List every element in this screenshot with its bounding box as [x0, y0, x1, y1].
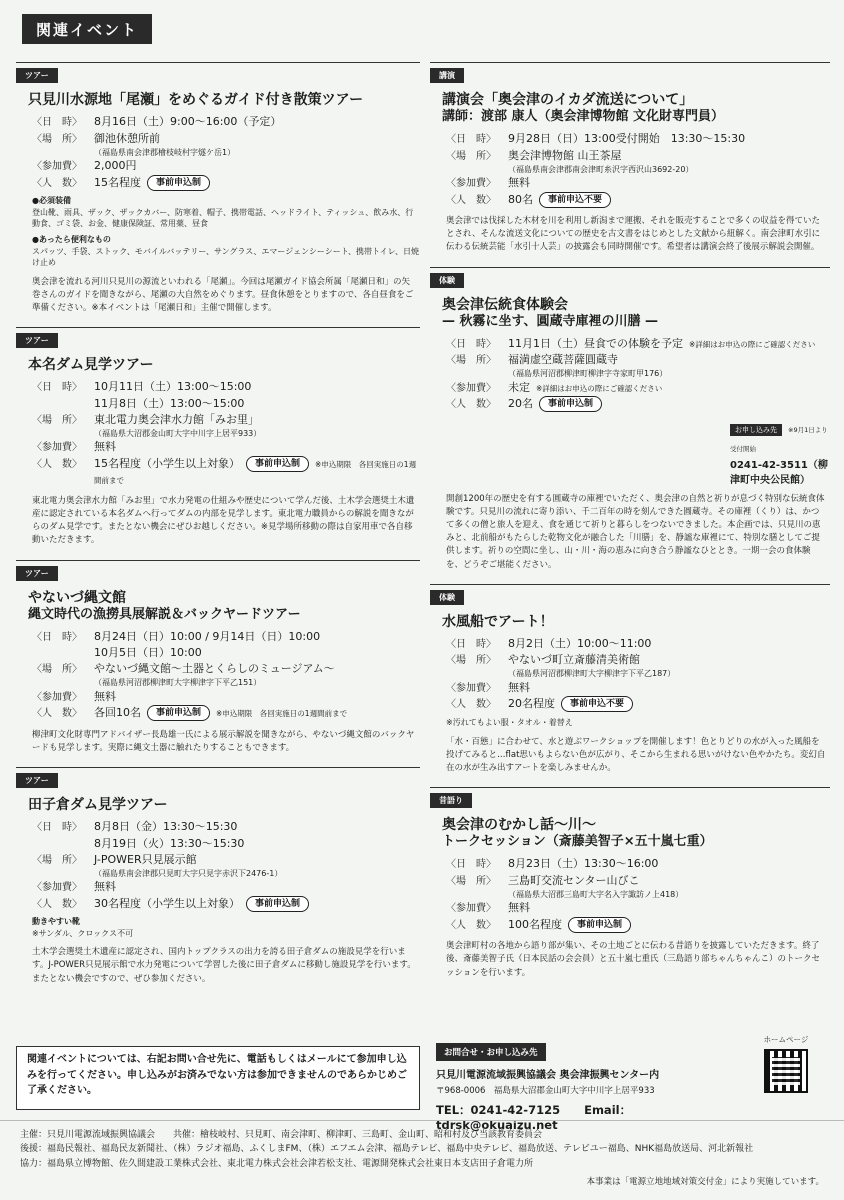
info-label: 〈日 時〉 [32, 822, 82, 834]
event-title-main: 奥会津伝統食体験会 [442, 296, 568, 313]
event-title-main: やないづ縄文館 [28, 589, 126, 606]
info-address: （福島県南会津郡南会津町糸沢字西沢山3692-20） [508, 164, 694, 174]
info-row [32, 852, 420, 880]
info-row [32, 689, 420, 706]
info-label: 〈人 数〉 [32, 898, 82, 910]
event-title [28, 796, 420, 814]
info-label: 〈参加費〉 [446, 682, 496, 694]
info-label: 〈場 所〉 [32, 854, 82, 866]
info-address: （福島県河沼郡柳津町大字柳津字下平乙151） [94, 678, 262, 688]
event-description: 奥会津を流れる河川只見川の源流といわれる「尾瀬」。今回は尾瀬ガイド協会所属「尾瀬日和」の矢巻さんのガイドを聞きながら、尾瀬の大自然をめぐります。昼食休憩をとりますので、各自昼食をご準備ください。※本イベントは「尾瀬日和」主催で開催します。 [32, 276, 414, 314]
info-row [446, 696, 830, 713]
info-address: （福島県南会津郡只見町大字只見字赤沢下2476-1） [94, 868, 283, 878]
info-label: 〈日 時〉 [32, 631, 82, 643]
event-description: 「水・百態」に合わせて、水と遊ぶワークショップを開催します！色とりどりの水が入った風船を投げてみると…flat思いもよらない色が広がり、そこから生まれる思いがけない色やかたち。変幻自在の水が生み出すアートを楽しみませんか。 [446, 736, 826, 773]
info-value: 10月5日（日）10:00 [94, 646, 202, 660]
requirement-head: ●必須装備 [32, 196, 71, 206]
info-value-wrap [94, 629, 420, 645]
info-value-wrap [94, 661, 420, 689]
info-value: 未定 [508, 380, 530, 394]
info-row [32, 131, 420, 159]
info-value: 無料 [94, 440, 116, 454]
event-tag: 体験 [430, 273, 464, 288]
registration-badge: 事前申込制 [539, 396, 602, 412]
info-value-wrap [94, 114, 420, 130]
application-label: お申し込み先 [730, 424, 782, 436]
event-tag: ツアー [16, 68, 58, 83]
info-address: （福島県大沼郡金山町大字中川字上居平933） [94, 428, 262, 438]
info-address: （福島県河沼郡柳津町柳津字寺家町甲176） [508, 369, 668, 379]
requirement-text: ※汚れてもよい服・タオル・着替え [446, 717, 573, 727]
requirement-list [32, 234, 420, 269]
event-title-main: 水風船でアート！ [442, 613, 554, 630]
footer [20, 1128, 830, 1187]
info-value-wrap [508, 652, 830, 680]
info-value: 福満虚空蔵菩薩圓蔵寺 [508, 353, 618, 367]
info-label: 〈場 所〉 [446, 875, 496, 887]
event-subtitle: 講師：渡部 康人（奥会津博物館 文化財専門員） [442, 109, 725, 125]
info-value-wrap [508, 873, 830, 901]
info-value-wrap [508, 636, 830, 652]
info-value-wrap [508, 396, 830, 412]
info-row [446, 175, 830, 192]
left-column [16, 62, 420, 998]
info-row [446, 380, 830, 397]
info-note: ※詳細はお申込の際にご確認ください [536, 383, 663, 393]
event-title-main: 田子倉ダム見学ツアー [28, 796, 168, 813]
info-value: 御池休憩所前 [94, 131, 160, 145]
event-subtitle: 縄文時代の漁撈具展解説＆バックヤードツアー [28, 606, 301, 622]
info-label: 〈場 所〉 [32, 414, 82, 426]
info-value: 9月28日（日）13:00受付開始 13:30〜15:30 [508, 132, 746, 146]
info-value: 20名程度 [508, 697, 555, 711]
event-tag: ツアー [16, 333, 58, 348]
info-value-wrap [508, 856, 830, 872]
page-title: 関連イベント [22, 14, 152, 44]
qr-code-icon[interactable] [764, 1049, 808, 1093]
info-row [32, 412, 420, 440]
info-label: 〈参加費〉 [32, 161, 82, 173]
inquiry-note: 関連イベントについては、右記お問い合せ先に、電話もしくはメールにて参加申し込みを行ってください。申し込みがお済みでない方は参加できませんのであらかじめご了承ください。 [16, 1046, 420, 1110]
event-description: 東北電力奥会津水力館「みお里」で水力発電の仕組みや歴史について学んだ後、土木学会選奨土木遺産に認定されている本名ダムへ行ってダムの内部を見学します。東北電力職員からの解説を聞きながらのダム見学です。またとない機会にぜひお越しください。※見学場所移動の際は自家用車で各自移動いただきます。 [32, 495, 415, 546]
info-row [446, 680, 830, 697]
info-value: 奥会津博物館 山王茶屋 [508, 148, 622, 162]
registration-badge: 事前申込不要 [539, 192, 611, 208]
footer-sponsors: 後援：福島民報社、福島民友新聞社、（株）ラジオ福島、ふくしまFM、（株）エフエム会津、福島テレビ、福島中央テレビ、福島放送、テレビユー福島、NHK福島放送局、河北新報社 [20, 1144, 754, 1155]
info-label: 〈人 数〉 [446, 919, 496, 931]
event-section [16, 767, 420, 986]
info-value-wrap [508, 917, 830, 933]
event-description: 柳津町文化財専門アドバイザー長島雄一氏による展示解説を聞きながら、やないづ縄文館のバックヤードも見学します。実際に縄文土器に触れたりすることもできます。 [32, 729, 415, 753]
event-description: 開創1200年の歴史を有する圓蔵寺の庫裡でいただく、奥会津の自然と祈りが息づく特別な伝統食体験です。只見川の流れに寄り添い、千二百年の時を刻んできた圓蔵寺。その庫裡（くり）は、かつて多くの僧と旅人を迎え、食を通じて祈りと暮らしをつないできました。本企画では、只見川の恵みと、北前船がもたらした乾物文化が融合した「川膳」を、静謐な庫裡にて、特別な膳としてご提供します。祈りの空間に坐し、山・川・海の恵みに向き合う静謐なひととき。一期一会の食体験を、どうぞご堪能ください。 [446, 493, 825, 570]
info-row [446, 900, 830, 917]
info-label: 〈場 所〉 [446, 355, 496, 367]
contact-address: 〒968-0006 福島県大沼郡金山町大字中川字上居平933 [436, 1086, 655, 1096]
requirement-head: ●あったら便利なもの [32, 235, 111, 244]
contact-tag: お問合せ・お申し込み先 [436, 1043, 546, 1061]
info-row [32, 175, 420, 192]
info-label: 〈参加費〉 [32, 882, 82, 894]
info-value: 15名程度 [94, 175, 141, 189]
info-value: 100名程度 [508, 917, 562, 931]
right-column [430, 62, 830, 992]
info-note: ※詳細はお申込の際にご確認ください [689, 339, 816, 349]
info-value-wrap [94, 689, 420, 705]
application-tel[interactable]: 0241-42-3511（柳津町中央公民館） [730, 459, 828, 486]
info-value: 8月2日（土）10:00〜11:00 [508, 636, 652, 650]
info-value: 東北電力奥会津水力館「みお里」 [94, 412, 259, 426]
info-row [32, 896, 420, 913]
event-tag: ツアー [16, 773, 58, 788]
footer-organizers: 主催：只見川電源流域振興協議会 共催：檜枝岐村、只見町、南会津町、柳津町、三島町、金山町、昭和村及び当該教育委員会 [20, 1130, 543, 1140]
info-value-wrap [94, 439, 420, 455]
info-row [446, 636, 830, 653]
info-row [32, 396, 420, 412]
info-value: 8月24日（日）10:00 / 9月14日（日）10:00 [94, 629, 321, 643]
info-value: やないづ町立斎藤清美術館 [508, 653, 640, 667]
registration-badge: 事前申込制 [246, 456, 309, 472]
info-value-wrap [94, 819, 420, 835]
event-title-main: 講演会「奥会津のイカダ流送について」 [442, 92, 694, 108]
info-row [446, 856, 830, 873]
info-row [32, 439, 420, 456]
info-value-wrap [94, 131, 420, 159]
info-value-wrap [508, 175, 830, 191]
info-value: 無料 [508, 901, 530, 915]
event-title [442, 613, 830, 631]
requirement-text: ※サンダル、クロックス不可 [32, 928, 134, 938]
info-row [446, 396, 830, 413]
info-value: 11月1日（土）昼食での体験を予定 [508, 336, 683, 350]
info-label: 〈人 数〉 [32, 177, 82, 189]
registration-badge: 事前申込不要 [561, 696, 633, 712]
contact-org: 只見川電源流域振興協議会 奥会津振興センター内 [436, 1070, 660, 1081]
info-value-wrap [508, 680, 830, 696]
info-address: （福島県大沼郡三島町大字名入字諏訪ノ上418） [508, 889, 684, 899]
info-label: 〈日 時〉 [32, 117, 82, 129]
info-row [446, 352, 830, 380]
event-tag: 体験 [430, 590, 464, 605]
info-label: 〈人 数〉 [446, 699, 496, 711]
info-label: 〈人 数〉 [446, 194, 496, 206]
registration-badge: 事前申込制 [568, 917, 631, 933]
info-label: 〈場 所〉 [32, 133, 82, 145]
event-section [16, 62, 420, 315]
info-value-wrap [94, 705, 420, 721]
info-row [32, 379, 420, 396]
application-tel-block [730, 417, 830, 486]
info-value: 無料 [94, 689, 116, 703]
registration-badge: 事前申込制 [147, 705, 210, 721]
info-value-wrap [94, 158, 420, 174]
event-title [442, 296, 830, 331]
info-label: 〈場 所〉 [446, 150, 496, 162]
info-row [446, 652, 830, 680]
info-label: 〈場 所〉 [446, 655, 496, 667]
requirement-list [446, 717, 830, 729]
registration-badge: 事前申込制 [246, 896, 309, 912]
info-row [32, 629, 420, 646]
event-description: 奥会津町村の各地から語り部が集い、その土地ごとに伝わる昔語りを披露していただきます。終了後、斎藤美智子氏（日本民話の会会員）と五十嵐七重氏（三島語り部ちゃんちゃんこ）のトークセッションを行います。 [446, 941, 821, 978]
info-value-wrap [508, 131, 830, 147]
info-row [32, 836, 420, 852]
info-value-wrap [94, 175, 420, 191]
info-label: 〈参加費〉 [446, 903, 496, 915]
event-description: 奥会津では伐採した木材を川を利用し新潟まで運搬、それを販売することで多くの収益を得ていたとされ、そんな流送文化についての歴史を古文書をはじめとした文献から紐解く。南会津町水引に伝わる伝統芸能「水引十人芸」の披露会も同時開催です。希望者は講演会終了後展示解説会開催。 [446, 216, 821, 253]
info-row [446, 192, 830, 209]
info-label: 〈参加費〉 [446, 178, 496, 190]
info-row [32, 158, 420, 175]
info-value-wrap [94, 645, 420, 661]
info-address: （福島県南会津郡檜枝岐村字燧ケ岳1） [94, 147, 236, 157]
info-value: 10月11日（土）13:00〜15:00 [94, 380, 252, 394]
info-value: 無料 [508, 176, 530, 190]
info-note: ※申込期限 各回実施日の1週間前まで [216, 709, 348, 719]
info-value-wrap [94, 879, 420, 895]
info-value: 8月16日（土）9:00〜16:00（予定） [94, 115, 282, 129]
info-row [32, 661, 420, 689]
info-value: 30名程度（小学生以上対象） [94, 896, 240, 910]
info-label: 〈場 所〉 [32, 664, 82, 676]
info-row [32, 114, 420, 131]
info-value: 8月8日（金）13:30〜15:30 [94, 820, 238, 834]
info-row [32, 819, 420, 836]
info-value: 無料 [94, 880, 116, 894]
requirement-text: 登山靴、雨具、ザック、ザックカバー、防寒着、帽子、携帯電話、ヘッドライト、ティッシュ、飲み水、行動食、ゴミ袋、お金、健康保険証、常用薬、昼食 [32, 207, 414, 229]
info-value: 15名程度（小学生以上対象） [94, 456, 240, 470]
requirement-text: スパッツ、手袋、ストック、モバイルバッテリー、サングラス、エマージェンシーシート、携帯トイレ、日焼け止め [32, 246, 419, 268]
info-value: 8月23日（土）13:30〜16:00 [508, 857, 659, 871]
info-value: 11月8日（土）13:00〜15:00 [94, 396, 245, 410]
event-subtitle: — 秋霧に坐す、圓蔵寺庫裡の川膳 — [442, 313, 659, 329]
info-label: 〈人 数〉 [32, 458, 82, 470]
requirement-list [32, 916, 420, 939]
homepage-qr [756, 1034, 816, 1093]
info-label: 〈人 数〉 [446, 399, 496, 411]
info-value: 20名 [508, 397, 533, 411]
homepage-label: ホームページ [763, 1035, 809, 1044]
info-value-wrap [94, 412, 420, 440]
event-title-main: 本名ダム見学ツアー [28, 357, 154, 374]
event-title [442, 91, 830, 126]
event-section [430, 62, 830, 255]
info-row [32, 645, 420, 661]
info-value: J-POWER只見展示館 [94, 852, 197, 866]
requirement-head: 動きやすい靴 [32, 917, 80, 927]
info-value: 2,000円 [94, 159, 137, 173]
info-value: やないづ縄文館〜土器とくらしのミュージアム〜 [94, 662, 335, 676]
info-label: 〈日 時〉 [446, 859, 496, 871]
footer-divider [0, 1120, 844, 1121]
info-value-wrap [508, 192, 830, 208]
info-row [446, 917, 830, 934]
requirement-list [32, 195, 420, 230]
info-value-wrap [508, 380, 830, 396]
info-row [446, 131, 830, 148]
info-label: 〈日 時〉 [446, 338, 496, 350]
info-value-wrap [94, 379, 420, 395]
info-row [32, 879, 420, 896]
info-value: 各回10名 [94, 706, 141, 720]
event-tag: 昔語り [430, 793, 472, 808]
info-value-wrap [94, 396, 420, 412]
event-title-main: 奥会津のむかし話〜川〜 [442, 817, 596, 834]
info-label: 〈日 時〉 [32, 382, 82, 394]
event-section [430, 787, 830, 980]
info-row [32, 705, 420, 722]
info-label: 〈参加費〉 [446, 382, 496, 394]
info-label: 〈参加費〉 [32, 442, 82, 454]
info-value-wrap [508, 148, 830, 176]
info-value-wrap [94, 852, 420, 880]
info-value: 三島町交流センター山びこ [508, 873, 640, 887]
event-title [28, 356, 420, 374]
info-row [446, 148, 830, 176]
info-value-wrap [508, 336, 830, 352]
event-title [28, 91, 420, 109]
info-note: ※申込期限 各回実施日の1週間前まで [94, 459, 417, 485]
info-value-wrap [508, 900, 830, 916]
info-value-wrap [94, 836, 420, 852]
event-section [16, 560, 420, 755]
event-subtitle: トークセッション（斎藤美智子×五十嵐七重） [442, 834, 713, 850]
footer-funding-note: 本事業は「電源立地地域対策交付金」により実施しています。 [586, 1177, 824, 1187]
info-row [446, 873, 830, 901]
event-section [16, 327, 420, 547]
info-value: 8月19日（火）13:30〜15:30 [94, 836, 245, 850]
registration-badge: 事前申込制 [147, 175, 210, 191]
info-label: 〈日 時〉 [446, 638, 496, 650]
info-label: 〈参加費〉 [32, 691, 82, 703]
info-address: （福島県河沼郡柳津町大字柳津字下平乙187） [508, 669, 676, 679]
info-value-wrap [94, 896, 420, 912]
event-description: 土木学会選奨土木遺産に認定され、国内トップクラスの出力を誇る田子倉ダムの施設見学を行います。J-POWER只見展示館で水力発電について学習した後に田子倉ダムに移動し施設見学を行います。またとない機会ですので、ぜひ参加ください。 [32, 947, 416, 984]
contact-email[interactable]: Email：tdrsk@okuaizu.net [436, 1103, 632, 1132]
info-value: 80名 [508, 192, 533, 206]
contact-tel[interactable]: TEL：0241-42-7125 [436, 1103, 561, 1117]
info-label: 〈人 数〉 [32, 708, 82, 720]
event-section [430, 267, 830, 572]
info-row [32, 456, 420, 488]
info-value-wrap [508, 696, 830, 712]
event-title [442, 816, 830, 851]
footer-cooperation: 協力：福島県立博物館、佐久間建設工業株式会社、東北電力株式会社会津若松支社、電源開発株式会社東日本支店田子倉電力所 [20, 1158, 534, 1169]
info-row [446, 336, 830, 353]
event-tag: ツアー [16, 566, 58, 581]
event-title [28, 589, 420, 624]
event-title-main: 只見川水源地「尾瀬」をめぐるガイド付き散策ツアー [28, 92, 364, 108]
application-note: ※9月1日より受付開始 [730, 425, 828, 453]
info-value: 無料 [508, 680, 530, 694]
contact-block [436, 1040, 736, 1132]
info-value-wrap [508, 352, 830, 380]
info-label: 〈日 時〉 [446, 134, 496, 146]
event-tag: 講演 [430, 68, 464, 83]
info-value-wrap [94, 456, 420, 488]
event-section [430, 584, 830, 775]
